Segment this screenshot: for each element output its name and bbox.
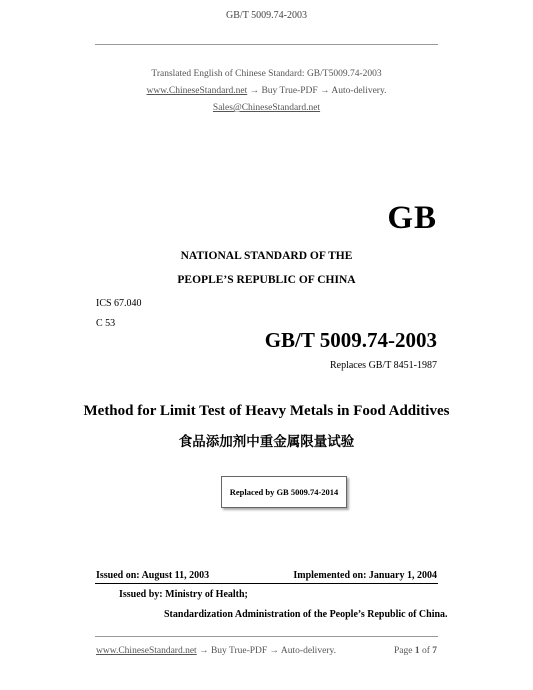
ics-code: ICS 67.040 — [96, 298, 142, 309]
national-standard-line2: PEOPLE’S REPUBLIC OF CHINA — [177, 274, 356, 286]
replaces-note: Replaces GB/T 8451-1987 — [329, 360, 437, 371]
title-chinese: 食品添加剂中重金属限量试验 — [178, 434, 355, 450]
buy-text: → Buy True-PDF → Auto-delivery. — [249, 86, 387, 96]
replaced-by-stamp — [221, 476, 347, 508]
purchase-line — [0, 86, 533, 96]
footer-site-link[interactable]: www.ChineseStandard.net — [96, 646, 197, 656]
header-rule — [95, 44, 438, 45]
email-line — [0, 103, 533, 113]
ccs-code: C 53 — [96, 318, 116, 329]
title-english: Method for Limit Test of Heavy Metals in Food Additives — [83, 403, 450, 419]
stamp-text: Replaced by GB 5009.74-2014 — [229, 487, 339, 497]
site-link[interactable]: www.ChineseStandard.net — [146, 86, 248, 96]
footer-buy-text: → Buy True-PDF → Auto-delivery. — [199, 646, 336, 656]
issued-date: Issued on: August 11, 2003 — [96, 570, 210, 581]
dates-rule — [95, 583, 438, 584]
gb-logo: GB — [387, 200, 437, 236]
page-total: 7 — [432, 646, 437, 656]
page-of: of — [421, 646, 430, 656]
email-link[interactable]: Sales@ChineseStandard.net — [212, 103, 321, 113]
footer-rule — [95, 636, 438, 637]
footer-purchase-line — [96, 646, 336, 656]
page-current: 1 — [414, 646, 420, 656]
running-header: GB/T 5009.74-2003 — [226, 10, 307, 21]
page-indicator — [394, 646, 437, 656]
issuer-name: Standardization Administration of the People’s Republic of China. — [164, 609, 448, 620]
issuer-label: Issued by: Ministry of Health; — [119, 589, 248, 600]
implemented-date: Implemented on: January 1, 2004 — [293, 570, 437, 581]
standard-number: GB/T 5009.74-2003 — [264, 328, 437, 352]
page-prefix: Page — [393, 646, 413, 656]
national-standard-line1: NATIONAL STANDARD OF THE — [180, 250, 353, 262]
translation-notice: Translated English of Chinese Standard: GB/T5009.74-2003 — [151, 69, 382, 79]
